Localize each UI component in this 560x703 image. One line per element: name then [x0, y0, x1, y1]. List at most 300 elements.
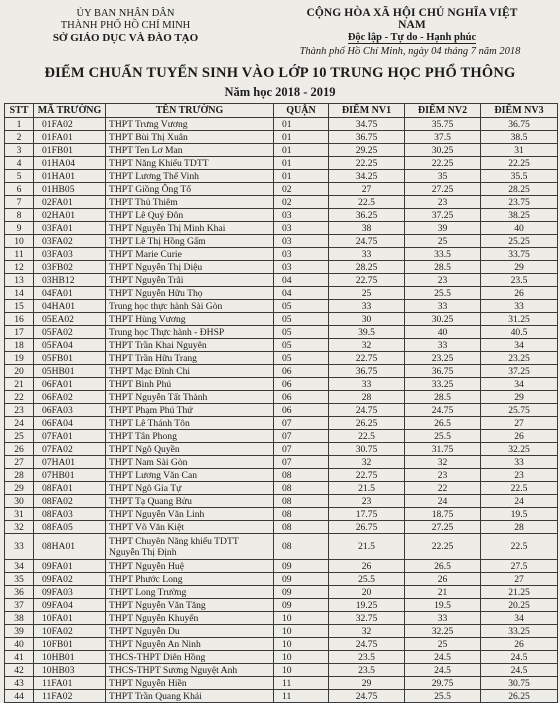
- row-score-nv3: 35.5: [481, 170, 558, 183]
- row-score-nv1: 25.5: [329, 573, 405, 586]
- row-district: 05: [274, 339, 329, 352]
- row-school-name: THPT Nguyễn Du: [106, 625, 274, 638]
- row-score-nv3: 24: [481, 495, 558, 508]
- row-score-nv3: 33.25: [481, 625, 558, 638]
- row-school-code: 09FA03: [34, 586, 106, 599]
- row-school-name: Trung học thực hành Sài Gòn: [106, 300, 274, 313]
- row-school-name: THPT Ngô Gia Tự: [106, 482, 274, 495]
- row-score-nv1: 39.5: [329, 326, 405, 339]
- row-score-nv2: 35.75: [405, 118, 481, 131]
- table-row: [5, 521, 558, 534]
- row-stt: 41: [5, 651, 34, 664]
- row-stt: 28: [5, 469, 34, 482]
- row-school-name: THPT Nguyễn An Ninh: [106, 638, 274, 651]
- row-district: 05: [274, 313, 329, 326]
- row-stt: 11: [5, 248, 34, 261]
- row-score-nv3: 26: [481, 430, 558, 443]
- row-score-nv1: 26.75: [329, 521, 405, 534]
- national-motto-block: [292, 7, 532, 43]
- row-school-code: 05EA02: [34, 313, 106, 326]
- row-school-code: 10FA02: [34, 625, 106, 638]
- row-district: 03: [274, 248, 329, 261]
- row-score-nv1: 22.75: [329, 469, 405, 482]
- row-district: 06: [274, 365, 329, 378]
- row-school-code: 08FA05: [34, 521, 106, 534]
- row-stt: 38: [5, 612, 34, 625]
- row-school-code: 07HA01: [34, 456, 106, 469]
- row-score-nv3: 29: [481, 391, 558, 404]
- row-score-nv1: 34.25: [329, 170, 405, 183]
- row-score-nv2: 26.5: [405, 560, 481, 573]
- row-school-name: THPT Nguyễn Hữu Thọ: [106, 287, 274, 300]
- row-score-nv1: 29.25: [329, 144, 405, 157]
- row-school-name: THPT Bình Phú: [106, 378, 274, 391]
- row-score-nv2: 24.5: [405, 664, 481, 677]
- row-stt: 21: [5, 378, 34, 391]
- row-stt: 17: [5, 326, 34, 339]
- row-score-nv1: 22.75: [329, 352, 405, 365]
- row-school-name: THPT Nguyễn Trãi: [106, 274, 274, 287]
- row-school-name: THCS-THPT Diên Hồng: [106, 651, 274, 664]
- row-score-nv2: 24.75: [405, 404, 481, 417]
- row-district: 05: [274, 326, 329, 339]
- row-score-nv2: 23: [405, 469, 481, 482]
- table-row: [5, 391, 558, 404]
- table-row: [5, 456, 558, 469]
- row-score-nv1: 23.5: [329, 664, 405, 677]
- table-row: [5, 248, 558, 261]
- row-school-code: 06FA04: [34, 417, 106, 430]
- row-stt: 26: [5, 443, 34, 456]
- row-stt: 4: [5, 157, 34, 170]
- row-score-nv1: 33: [329, 248, 405, 261]
- row-stt: 43: [5, 677, 34, 690]
- national-title: CỘNG HÒA XÃ HỘI CHỦ NGHĨA VIỆT NAM: [306, 7, 518, 31]
- row-school-code: 06FA03: [34, 404, 106, 417]
- row-district: 08: [274, 521, 329, 534]
- row-district: 10: [274, 625, 329, 638]
- col-header-district: QUẬN: [274, 104, 329, 118]
- row-school-name: THPT Trưng Vương: [106, 118, 274, 131]
- table-row: [5, 378, 558, 391]
- row-stt: 6: [5, 183, 34, 196]
- row-score-nv1: 36.25: [329, 209, 405, 222]
- row-school-name: THPT Võ Văn Kiệt: [106, 521, 274, 534]
- table-header-row: [5, 104, 558, 118]
- row-score-nv2: 25.5: [405, 690, 481, 703]
- row-school-name: THPT Nguyễn Thị Diệu: [106, 261, 274, 274]
- col-header-school-name: TÊN TRƯỜNG: [106, 104, 274, 118]
- row-school-code: 05FB01: [34, 352, 106, 365]
- row-school-name: Trung học Thực hành - ĐHSP: [106, 326, 274, 339]
- row-school-name: THPT Phước Long: [106, 573, 274, 586]
- row-score-nv1: 38: [329, 222, 405, 235]
- row-school-name: THPT Lương Thế Vinh: [106, 170, 274, 183]
- row-score-nv2: 33: [405, 300, 481, 313]
- row-score-nv1: 29: [329, 677, 405, 690]
- table-row: [5, 183, 558, 196]
- table-row: [5, 313, 558, 326]
- row-school-name: THPT Hùng Vương: [106, 313, 274, 326]
- row-score-nv1: 19.25: [329, 599, 405, 612]
- row-school-name: THPT Trần Khai Nguyên: [106, 339, 274, 352]
- row-score-nv3: 37.25: [481, 365, 558, 378]
- row-stt: 30: [5, 495, 34, 508]
- table-body: [5, 118, 558, 703]
- row-school-code: 01HA04: [34, 157, 106, 170]
- row-stt: 7: [5, 196, 34, 209]
- row-score-nv3: 22.25: [481, 157, 558, 170]
- row-school-code: 03FA01: [34, 222, 106, 235]
- row-stt: 29: [5, 482, 34, 495]
- row-school-name: THPT Tân Phong: [106, 430, 274, 443]
- row-school-code: 11FA02: [34, 690, 106, 703]
- table-row: [5, 209, 558, 222]
- row-stt: 9: [5, 222, 34, 235]
- row-score-nv2: 27.25: [405, 183, 481, 196]
- row-school-code: 02HA01: [34, 209, 106, 222]
- row-school-code: 04HA01: [34, 300, 106, 313]
- row-score-nv3: 26: [481, 638, 558, 651]
- row-score-nv2: 40: [405, 326, 481, 339]
- row-score-nv2: 39: [405, 222, 481, 235]
- row-school-code: 06FA02: [34, 391, 106, 404]
- table-row: [5, 287, 558, 300]
- table-row: [5, 157, 558, 170]
- row-score-nv1: 28.25: [329, 261, 405, 274]
- row-score-nv3: 23: [481, 469, 558, 482]
- row-school-name: THPT Nguyễn Huệ: [106, 560, 274, 573]
- row-school-name: THPT Bùi Thị Xuân: [106, 131, 274, 144]
- row-score-nv3: 21.25: [481, 586, 558, 599]
- row-score-nv2: 23: [405, 274, 481, 287]
- row-stt: 2: [5, 131, 34, 144]
- row-school-name: THPT Nguyễn Hiền: [106, 677, 274, 690]
- row-district: 05: [274, 352, 329, 365]
- row-score-nv1: 32.75: [329, 612, 405, 625]
- row-stt: 1: [5, 118, 34, 131]
- col-header-score-nv2: ĐIỂM NV2: [405, 104, 481, 118]
- row-stt: 5: [5, 170, 34, 183]
- row-score-nv1: 32: [329, 339, 405, 352]
- row-score-nv1: 17.75: [329, 508, 405, 521]
- row-school-name: THPT Lê Quý Đôn: [106, 209, 274, 222]
- table-row: [5, 352, 558, 365]
- row-score-nv2: 21: [405, 586, 481, 599]
- row-score-nv3: 31: [481, 144, 558, 157]
- row-school-code: 07FA01: [34, 430, 106, 443]
- row-score-nv2: 30.25: [405, 313, 481, 326]
- row-score-nv1: 21.5: [329, 482, 405, 495]
- row-district: 10: [274, 651, 329, 664]
- row-school-code: 01FA02: [34, 118, 106, 131]
- row-school-name: THPT Lê Thánh Tôn: [106, 417, 274, 430]
- row-school-code: 09FA02: [34, 573, 106, 586]
- row-score-nv1: 27: [329, 183, 405, 196]
- row-score-nv3: 27.5: [481, 560, 558, 573]
- table-row: [5, 690, 558, 703]
- row-score-nv2: 22: [405, 482, 481, 495]
- row-stt: 18: [5, 339, 34, 352]
- col-header-school-code: MÃ TRƯỜNG: [34, 104, 106, 118]
- row-score-nv3: 29: [481, 261, 558, 274]
- row-school-name: THPT Trần Quang Khải: [106, 690, 274, 703]
- table-row: [5, 664, 558, 677]
- row-school-code: 05HB01: [34, 365, 106, 378]
- table-row: [5, 326, 558, 339]
- row-stt: 25: [5, 430, 34, 443]
- row-score-nv2: 37.25: [405, 209, 481, 222]
- row-school-code: 03FA03: [34, 248, 106, 261]
- row-score-nv3: 40.5: [481, 326, 558, 339]
- row-score-nv1: 21.5: [329, 534, 405, 560]
- row-stt: 32: [5, 521, 34, 534]
- row-score-nv3: 23.5: [481, 274, 558, 287]
- row-school-code: 11FA01: [34, 677, 106, 690]
- row-score-nv3: 22.5: [481, 482, 558, 495]
- row-score-nv2: 31.75: [405, 443, 481, 456]
- row-score-nv3: 34: [481, 339, 558, 352]
- row-score-nv3: 32.25: [481, 443, 558, 456]
- row-stt: 27: [5, 456, 34, 469]
- row-school-code: 01HB05: [34, 183, 106, 196]
- row-district: 07: [274, 456, 329, 469]
- row-district: 09: [274, 586, 329, 599]
- row-school-code: 04FA01: [34, 287, 106, 300]
- row-score-nv2: 28.5: [405, 391, 481, 404]
- row-district: 08: [274, 482, 329, 495]
- row-district: 06: [274, 391, 329, 404]
- row-score-nv2: 18.75: [405, 508, 481, 521]
- row-score-nv2: 25.5: [405, 287, 481, 300]
- row-score-nv3: 38.5: [481, 131, 558, 144]
- row-score-nv2: 33: [405, 339, 481, 352]
- row-school-code: 08HA01: [34, 534, 106, 560]
- table-row: [5, 612, 558, 625]
- row-school-code: 01HA01: [34, 170, 106, 183]
- row-school-code: 10FA01: [34, 612, 106, 625]
- document-subtitle: Năm học 2018 - 2019: [224, 85, 336, 99]
- row-score-nv3: 38.25: [481, 209, 558, 222]
- row-score-nv1: 22.5: [329, 430, 405, 443]
- row-score-nv3: 23.75: [481, 196, 558, 209]
- row-stt: 22: [5, 391, 34, 404]
- issuer-block: [18, 8, 233, 44]
- row-score-nv3: 33: [481, 300, 558, 313]
- row-score-nv1: 24.75: [329, 638, 405, 651]
- row-district: 02: [274, 196, 329, 209]
- row-district: 09: [274, 560, 329, 573]
- row-school-code: 08FA02: [34, 495, 106, 508]
- table-row: [5, 625, 558, 638]
- row-score-nv2: 33: [405, 612, 481, 625]
- row-score-nv3: 22.5: [481, 534, 558, 560]
- table-row: [5, 222, 558, 235]
- row-school-name: THPT Nguyễn Văn Tăng: [106, 599, 274, 612]
- row-score-nv3: 20.25: [481, 599, 558, 612]
- row-school-name: THPT Thủ Thiêm: [106, 196, 274, 209]
- col-header-stt: STT: [5, 104, 34, 118]
- row-school-code: 08FA01: [34, 482, 106, 495]
- col-header-score-nv1: ĐIỂM NV1: [329, 104, 405, 118]
- row-district: 09: [274, 573, 329, 586]
- row-stt: 31: [5, 508, 34, 521]
- row-score-nv1: 34.75: [329, 118, 405, 131]
- row-school-name: THPT Tạ Quang Bửu: [106, 495, 274, 508]
- row-stt: 37: [5, 599, 34, 612]
- row-score-nv3: 30.75: [481, 677, 558, 690]
- table-row: [5, 404, 558, 417]
- row-district: 06: [274, 404, 329, 417]
- row-district: 07: [274, 443, 329, 456]
- row-district: 08: [274, 534, 329, 560]
- row-score-nv2: 22.25: [405, 534, 481, 560]
- row-score-nv1: 30: [329, 313, 405, 326]
- row-score-nv2: 30.25: [405, 144, 481, 157]
- row-score-nv3: 27: [481, 573, 558, 586]
- row-district: 04: [274, 274, 329, 287]
- row-district: 10: [274, 638, 329, 651]
- row-score-nv2: 25: [405, 638, 481, 651]
- row-school-name: THPT Lương Văn Can: [106, 469, 274, 482]
- row-score-nv2: 22.25: [405, 157, 481, 170]
- row-score-nv2: 32.25: [405, 625, 481, 638]
- row-district: 03: [274, 209, 329, 222]
- row-school-code: 06FA01: [34, 378, 106, 391]
- row-score-nv2: 37.5: [405, 131, 481, 144]
- row-stt: 44: [5, 690, 34, 703]
- col-header-score-nv3: ĐIỂM NV3: [481, 104, 558, 118]
- row-school-name: THPT Trần Hữu Trang: [106, 352, 274, 365]
- row-district: 11: [274, 690, 329, 703]
- row-score-nv3: 33: [481, 456, 558, 469]
- table-row: [5, 586, 558, 599]
- row-district: 08: [274, 495, 329, 508]
- row-district: 03: [274, 235, 329, 248]
- national-motto: Độc lập - Tự do - Hạnh phúc: [347, 32, 477, 43]
- row-score-nv1: 25: [329, 287, 405, 300]
- row-stt: 36: [5, 586, 34, 599]
- issuer-line-3: SỞ GIÁO DỤC VÀ ĐÀO TẠO: [52, 32, 199, 44]
- row-school-name: THPT Nam Sài Gòn: [106, 456, 274, 469]
- row-stt: 10: [5, 235, 34, 248]
- row-school-code: 05FA04: [34, 339, 106, 352]
- row-stt: 12: [5, 261, 34, 274]
- table-row: [5, 573, 558, 586]
- row-score-nv1: 28: [329, 391, 405, 404]
- row-score-nv1: 22.75: [329, 274, 405, 287]
- row-score-nv1: 24.75: [329, 404, 405, 417]
- row-score-nv3: 24.5: [481, 664, 558, 677]
- row-score-nv3: 31.25: [481, 313, 558, 326]
- admission-scores-table: [4, 103, 558, 703]
- table-row: [5, 469, 558, 482]
- row-school-name: THPT Nguyễn Tất Thành: [106, 391, 274, 404]
- row-school-name: THPT Phạm Phú Thứ: [106, 404, 274, 417]
- row-school-name: THPT Long Trường: [106, 586, 274, 599]
- row-district: 03: [274, 222, 329, 235]
- row-score-nv2: 33.25: [405, 378, 481, 391]
- row-stt: 16: [5, 313, 34, 326]
- row-school-code: 03HB12: [34, 274, 106, 287]
- row-district: 01: [274, 131, 329, 144]
- row-stt: 35: [5, 573, 34, 586]
- table-row: [5, 196, 558, 209]
- row-score-nv3: 19.5: [481, 508, 558, 521]
- row-stt: 33: [5, 534, 34, 560]
- row-school-code: 10HB01: [34, 651, 106, 664]
- row-score-nv1: 33: [329, 300, 405, 313]
- row-score-nv3: 24.5: [481, 651, 558, 664]
- row-score-nv3: 36.75: [481, 118, 558, 131]
- row-district: 08: [274, 508, 329, 521]
- table-row: [5, 131, 558, 144]
- row-score-nv3: 28.25: [481, 183, 558, 196]
- row-score-nv1: 36.75: [329, 131, 405, 144]
- table-row: [5, 235, 558, 248]
- row-school-name: THPT Marie Curie: [106, 248, 274, 261]
- table-row: [5, 417, 558, 430]
- row-stt: 39: [5, 625, 34, 638]
- row-score-nv1: 32: [329, 456, 405, 469]
- row-district: 06: [274, 378, 329, 391]
- issuer-line-1: ỦY BAN NHÂN DÂN: [76, 8, 175, 19]
- row-score-nv2: 24.5: [405, 651, 481, 664]
- table-row: [5, 274, 558, 287]
- row-school-code: 01FB01: [34, 144, 106, 157]
- row-school-name: THPT Chuyên Năng khiếu TDTT Nguyễn Thị Định: [106, 534, 274, 560]
- row-school-code: 01FA01: [34, 131, 106, 144]
- row-stt: 24: [5, 417, 34, 430]
- table-row: [5, 365, 558, 378]
- row-school-name: THPT Ngô Quyền: [106, 443, 274, 456]
- table-row: [5, 443, 558, 456]
- row-score-nv2: 27.25: [405, 521, 481, 534]
- row-stt: 3: [5, 144, 34, 157]
- table-row: [5, 144, 558, 157]
- table-row: [5, 118, 558, 131]
- row-score-nv1: 22.5: [329, 196, 405, 209]
- row-score-nv2: 36.75: [405, 365, 481, 378]
- row-score-nv1: 26: [329, 560, 405, 573]
- table-row: [5, 651, 558, 664]
- row-school-code: 10FB01: [34, 638, 106, 651]
- row-score-nv2: 35: [405, 170, 481, 183]
- row-district: 10: [274, 664, 329, 677]
- table-row: [5, 170, 558, 183]
- row-score-nv2: 29.75: [405, 677, 481, 690]
- row-school-code: 08FA03: [34, 508, 106, 521]
- row-score-nv3: 27: [481, 417, 558, 430]
- row-stt: 15: [5, 300, 34, 313]
- row-score-nv3: 34: [481, 378, 558, 391]
- table-row: [5, 261, 558, 274]
- row-district: 07: [274, 417, 329, 430]
- row-district: 03: [274, 261, 329, 274]
- row-school-name: THPT Ten Lơ Man: [106, 144, 274, 157]
- row-school-name: THPT Giồng Ông Tố: [106, 183, 274, 196]
- row-score-nv2: 26.5: [405, 417, 481, 430]
- row-score-nv3: 26.25: [481, 690, 558, 703]
- row-score-nv2: 23: [405, 196, 481, 209]
- row-score-nv2: 19.5: [405, 599, 481, 612]
- row-school-code: 07FA02: [34, 443, 106, 456]
- row-district: 11: [274, 677, 329, 690]
- row-school-name: THPT Nguyễn Thị Minh Khai: [106, 222, 274, 235]
- row-district: 01: [274, 157, 329, 170]
- row-school-name: THPT Lê Thị Hồng Gấm: [106, 235, 274, 248]
- row-stt: 23: [5, 404, 34, 417]
